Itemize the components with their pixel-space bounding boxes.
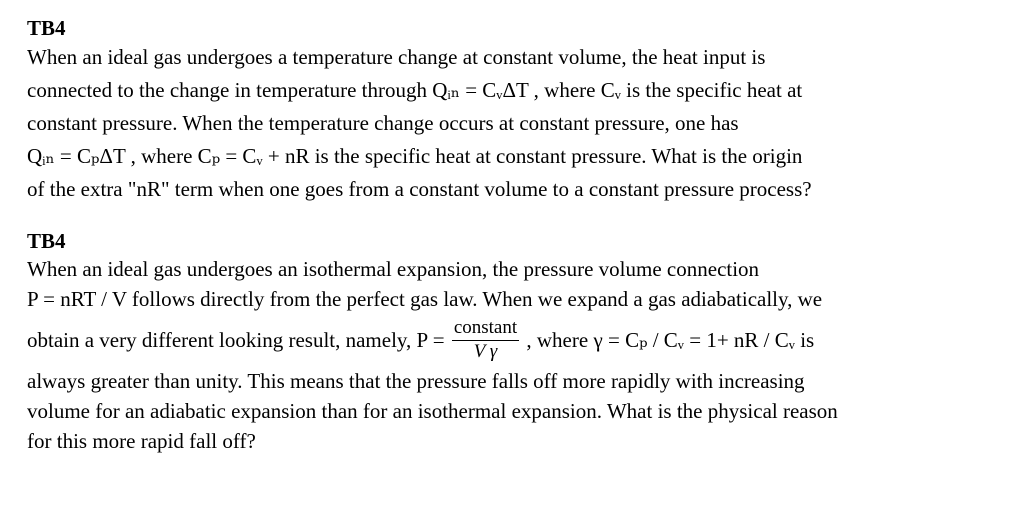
question-1-line-3: constant pressure. When the temperature change occurs at constant pressure, one has [27,111,739,135]
question-2 [27,228,1002,456]
formula-trail-text: , where γ = Cₚ / Cᵥ = 1+ nR / Cᵥ is [526,328,815,352]
question-1-heading: TB4 [27,16,66,40]
adiabatic-fraction [452,317,519,363]
question-1-line-2: connected to the change in temperature through Qᵢₙ = CᵥΔT , where Cᵥ is the specific heat at [27,78,803,102]
question-1-line-5: of the extra "nR" term when one goes from a constant volume to a constant pressure process? [27,177,812,201]
question-1 [27,15,1002,206]
fraction-denominator: V γ [473,341,498,363]
question-2-line-3 [27,314,1002,366]
question-2-line-1: When an ideal gas undergoes an isothermal expansion, the pressure volume connection [27,257,760,281]
question-2-heading: TB4 [27,229,66,253]
question-2-line-6: for this more rapid fall off? [27,429,256,453]
formula-lead-text: obtain a very different looking result, namely, P = [27,328,445,352]
question-2-line-2: P = nRT / V follows directly from the perfect gas law. When we expand a gas adiabatically, we [27,287,823,311]
question-1-line-4: Qᵢₙ = CₚΔT , where Cₚ = Cᵥ + nR is the specific heat at constant pressure. What is the origin [27,144,803,168]
question-2-line-5: volume for an adiabatic expansion than for an isothermal expansion. What is the physical reason [27,399,838,423]
question-1-line-1: When an ideal gas undergoes a temperature change at constant volume, the heat input is [27,45,766,69]
fraction-numerator: constant [452,317,519,341]
question-2-line-4: always greater than unity. This means that the pressure falls off more rapidly with increasing [27,369,805,393]
